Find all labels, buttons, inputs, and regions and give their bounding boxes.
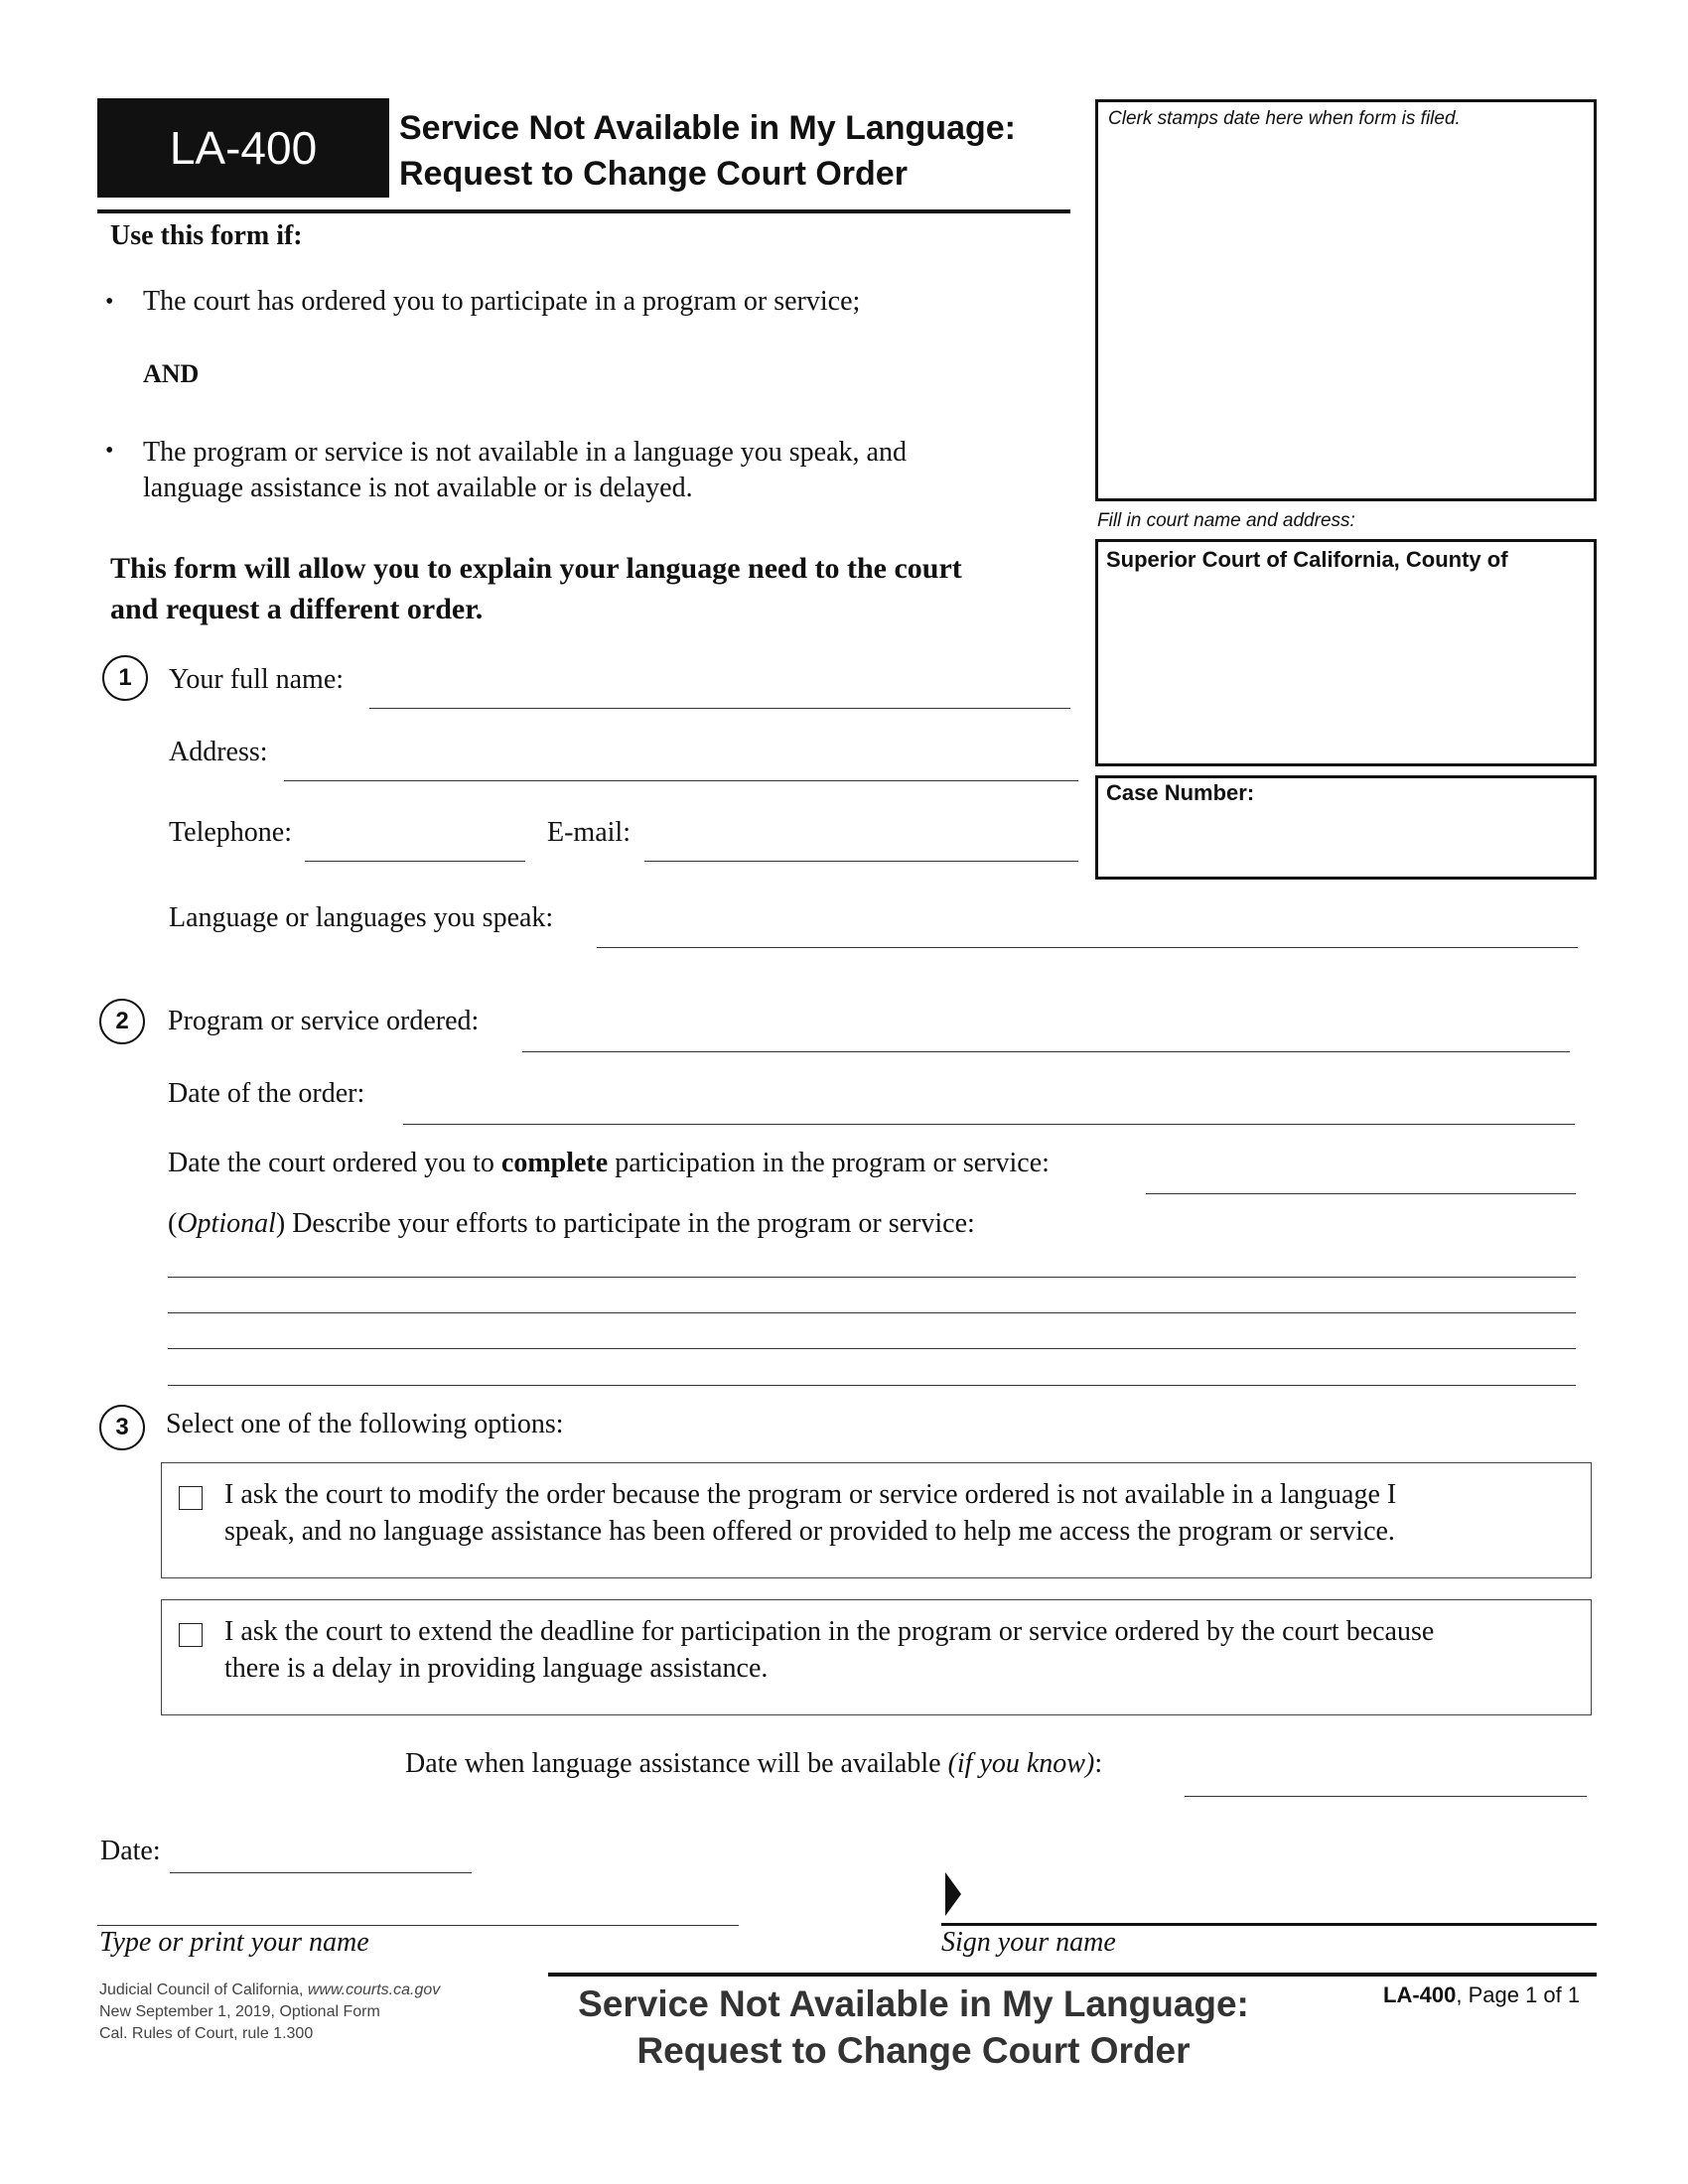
assist-date-italic: (if you know) xyxy=(947,1748,1095,1779)
complete-date-input[interactable] xyxy=(1146,1193,1576,1194)
date-label: Date: xyxy=(100,1836,161,1866)
option-extend-text xyxy=(224,1613,1434,1687)
optional-rest: ) Describe your efforts to participate in the program or service: xyxy=(275,1208,975,1239)
assist-date-label xyxy=(405,1748,1102,1780)
signature-input[interactable] xyxy=(941,1923,1597,1926)
footer-line2: New September 1, 2019, Optional Form xyxy=(99,2003,380,2020)
form-title-line1: Service Not Available in My Language: xyxy=(399,109,1016,147)
telephone-label: Telephone: xyxy=(169,817,292,848)
footer-council: Judicial Council of California, xyxy=(99,1981,308,1998)
court-name-value: Superior Court of California, County of xyxy=(1106,547,1508,572)
option-extend-box xyxy=(161,1599,1592,1715)
section-2-number: 2 xyxy=(99,999,145,1044)
complete-bold: complete xyxy=(500,1148,609,1178)
efforts-input-line-2[interactable] xyxy=(168,1312,1576,1313)
footer-line3: Cal. Rules of Court, rule 1.300 xyxy=(99,2025,314,2042)
assist-date-post: : xyxy=(1094,1748,1103,1779)
optional-open: ( xyxy=(168,1208,178,1239)
print-name-caption: Type or print your name xyxy=(99,1927,369,1958)
footer-title-line1: Service Not Available in My Language: xyxy=(578,1983,1249,2024)
efforts-input-line-3[interactable] xyxy=(168,1348,1576,1349)
and-text: AND xyxy=(143,359,200,388)
sign-here-arrow-icon xyxy=(945,1872,961,1916)
complete-post: participation in the program or service: xyxy=(608,1148,1050,1178)
email-label: E-mail: xyxy=(547,817,631,848)
option-modify-checkbox[interactable] xyxy=(179,1486,203,1510)
select-options-label: Select one of the following options: xyxy=(166,1409,564,1439)
address-label: Address: xyxy=(169,737,268,767)
date-of-order-input[interactable] xyxy=(403,1124,1575,1125)
footer-line1 xyxy=(99,1979,440,2001)
footer-rule xyxy=(548,1973,1597,1977)
assist-date-input[interactable] xyxy=(1185,1796,1587,1797)
form-title xyxy=(399,105,1094,197)
option-extend-checkbox[interactable] xyxy=(179,1623,203,1647)
optional-efforts-label xyxy=(168,1208,975,1240)
option-modify-box xyxy=(161,1462,1592,1578)
option-modify-line2: speak, and no language assistance has been offered or provided to help me access the program or service. xyxy=(224,1516,1395,1547)
footer-url[interactable]: www.courts.ca.gov xyxy=(307,1981,441,1998)
footer-title xyxy=(496,1980,1331,2074)
footer-title-line2: Request to Change Court Order xyxy=(636,2030,1191,2071)
email-input[interactable] xyxy=(644,861,1078,862)
footer-page-info xyxy=(1383,1982,1580,2008)
section-1-number: 1 xyxy=(102,655,148,701)
clerk-stamp-box[interactable] xyxy=(1095,99,1597,501)
option-extend-line2: there is a delay in providing language assistance. xyxy=(224,1653,769,1684)
form-number-box xyxy=(97,98,389,198)
option-modify-text xyxy=(224,1476,1396,1550)
complete-date-label xyxy=(168,1148,1050,1179)
address-input[interactable] xyxy=(284,780,1078,781)
footer-page-number: , Page 1 of 1 xyxy=(1456,1982,1581,2007)
option-modify-line1: I ask the court to modify the order because the program or service ordered is not available in a language I xyxy=(224,1479,1397,1510)
assist-date-pre: Date when language assistance will be available xyxy=(405,1748,948,1779)
full-name-label: Your full name: xyxy=(169,664,345,695)
telephone-input[interactable] xyxy=(305,861,525,862)
print-name-input[interactable] xyxy=(97,1925,739,1926)
intro-bold-line1: This form will allow you to explain your language need to the court xyxy=(110,552,962,585)
footer-left-info xyxy=(99,1979,440,2045)
bullet-dot: • xyxy=(105,438,114,464)
section-3-number: 3 xyxy=(99,1405,145,1450)
court-name-caption: Fill in court name and address: xyxy=(1097,510,1355,531)
date-of-order-label: Date of the order: xyxy=(168,1078,365,1109)
bullet-dot: • xyxy=(105,289,114,315)
bullet2-text xyxy=(143,435,907,506)
bullet2-line2: language assistance is not available or is delayed. xyxy=(143,473,693,503)
optional-word: Optional xyxy=(177,1208,276,1239)
court-name-box[interactable] xyxy=(1095,539,1597,766)
date-input[interactable] xyxy=(170,1872,472,1873)
sign-name-caption: Sign your name xyxy=(941,1927,1116,1958)
option-extend-line1: I ask the court to extend the deadline for participation in the program or service ordered by the court because xyxy=(224,1616,1435,1647)
complete-pre: Date the court ordered you to xyxy=(168,1148,501,1178)
languages-input[interactable] xyxy=(597,947,1578,948)
bullet2-line1: The program or service is not available in a language you speak, and xyxy=(143,437,907,468)
clerk-stamp-label: Clerk stamps date here when form is filed. xyxy=(1108,108,1461,129)
case-number-box[interactable] xyxy=(1095,775,1597,880)
form-number: LA-400 xyxy=(169,122,318,174)
intro-bold-line2: and request a different order. xyxy=(110,593,484,625)
program-label: Program or service ordered: xyxy=(168,1006,480,1036)
program-input[interactable] xyxy=(522,1051,1570,1052)
intro-bold-paragraph xyxy=(110,548,962,629)
case-number-label: Case Number: xyxy=(1106,780,1255,805)
use-form-heading: Use this form if: xyxy=(110,220,303,251)
form-title-line2: Request to Change Court Order xyxy=(399,155,908,193)
efforts-input-line-4[interactable] xyxy=(168,1385,1576,1386)
footer-form-number: LA-400 xyxy=(1383,1982,1457,2007)
efforts-input-line-1[interactable] xyxy=(168,1277,1576,1278)
full-name-input[interactable] xyxy=(369,708,1070,709)
bullet1-text: The court has ordered you to participate in a program or service; xyxy=(143,286,861,317)
languages-label: Language or languages you speak: xyxy=(169,902,554,933)
header-rule xyxy=(97,209,1070,213)
